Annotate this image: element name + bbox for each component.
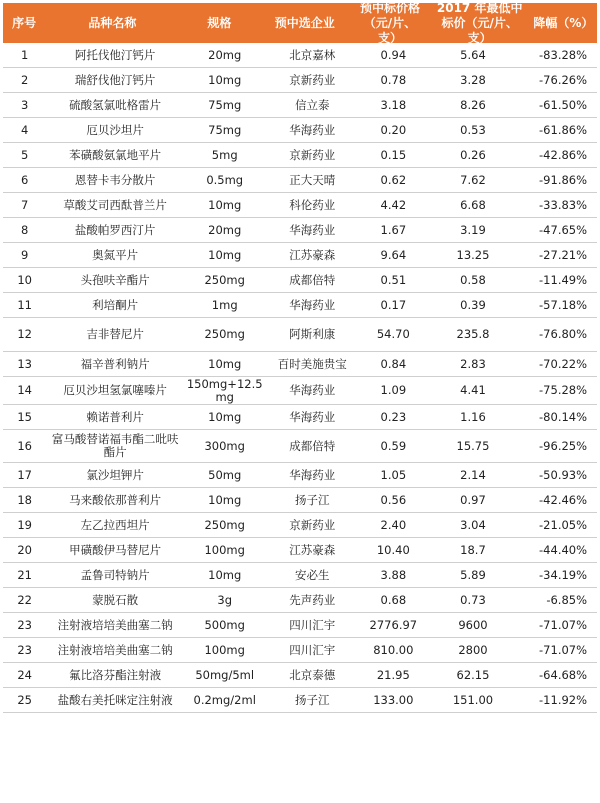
row-company: 京新药业 bbox=[289, 517, 336, 532]
row-min-2017: 235.8 bbox=[456, 327, 490, 341]
row-company: 江苏豪森 bbox=[289, 247, 336, 262]
row-min-2017: 0.53 bbox=[460, 122, 486, 137]
row-company: 成都倍特 bbox=[289, 272, 336, 287]
row-min-2017: 151.00 bbox=[452, 692, 494, 707]
row-drop: -6.85% bbox=[546, 592, 588, 607]
row-name: 吉非替尼片 bbox=[86, 327, 144, 341]
row-min-2017: 3.04 bbox=[460, 517, 486, 532]
row-min-2017: 18.7 bbox=[460, 542, 486, 557]
table-row bbox=[3, 463, 597, 488]
row-name: 注射液培培美曲塞二钠 bbox=[57, 642, 173, 657]
row-min-2017: 6.68 bbox=[460, 197, 486, 212]
table-row bbox=[3, 538, 597, 563]
row-bid-price: 0.15 bbox=[380, 147, 407, 162]
row-bid-price: 1.05 bbox=[380, 467, 407, 482]
row-index: 10 bbox=[17, 272, 32, 287]
header-company: 预中选企业 bbox=[274, 15, 335, 30]
row-bid-price: 0.78 bbox=[380, 72, 407, 87]
row-spec: 10mg bbox=[208, 72, 242, 87]
row-name: 氯沙坦钾片 bbox=[86, 467, 144, 482]
row-drop: -80.14% bbox=[539, 409, 588, 424]
table-row bbox=[3, 93, 597, 118]
row-company: 华海药业 bbox=[289, 409, 336, 424]
row-spec: 100mg bbox=[204, 642, 245, 657]
row-min-2017: 4.41 bbox=[460, 383, 486, 397]
row-company: 江苏豪森 bbox=[289, 542, 336, 557]
header-drop: 降幅（%） bbox=[533, 15, 594, 30]
row-index: 2 bbox=[20, 72, 29, 87]
row-spec: 10mg bbox=[208, 247, 242, 262]
row-spec: 1mg bbox=[211, 297, 238, 312]
row-index: 16 bbox=[17, 438, 32, 453]
row-index: 19 bbox=[17, 517, 32, 532]
row-bid-price: 133.00 bbox=[373, 692, 414, 707]
row-company: 阿斯利康 bbox=[289, 327, 336, 341]
row-drop: -61.86% bbox=[539, 122, 588, 137]
row-company: 安必生 bbox=[294, 567, 330, 582]
row-company: 四川汇宇 bbox=[289, 617, 336, 632]
row-spec: 50mg bbox=[208, 467, 242, 482]
table-row bbox=[3, 688, 597, 713]
row-name: 注射液培培美曲塞二钠 bbox=[57, 617, 173, 632]
row-index: 15 bbox=[17, 409, 32, 424]
row-bid-price: 21.95 bbox=[376, 667, 410, 682]
row-drop: -11.49% bbox=[539, 272, 588, 287]
row-min-2017: 15.75 bbox=[456, 438, 490, 453]
table-row bbox=[3, 663, 597, 688]
row-bid-price: 0.56 bbox=[380, 492, 407, 507]
table-row bbox=[3, 218, 597, 243]
row-min-2017: 9600 bbox=[458, 617, 488, 632]
row-drop: -44.40% bbox=[539, 542, 588, 557]
row-index: 7 bbox=[20, 197, 29, 212]
row-min-2017: 2800 bbox=[458, 642, 488, 657]
table-row bbox=[3, 68, 597, 93]
row-drop: -47.65% bbox=[539, 222, 588, 237]
row-min-2017: 3.19 bbox=[460, 222, 486, 237]
row-company: 华海药业 bbox=[289, 222, 336, 237]
row-spec: 250mg bbox=[204, 272, 245, 287]
row-company: 正大天晴 bbox=[289, 172, 336, 187]
row-bid-price: 1.09 bbox=[380, 383, 407, 397]
row-index: 20 bbox=[17, 542, 32, 557]
table-row bbox=[3, 563, 597, 588]
row-min-2017: 1.16 bbox=[460, 409, 486, 424]
row-drop: -11.92% bbox=[539, 692, 588, 707]
row-bid-price: 0.51 bbox=[380, 272, 407, 287]
row-name: 恩替卡韦分散片 bbox=[74, 172, 156, 187]
row-index: 9 bbox=[20, 247, 29, 262]
row-company: 先声药业 bbox=[289, 592, 336, 607]
row-name: 赖诺普利片 bbox=[86, 409, 144, 424]
row-drop: -57.18% bbox=[539, 297, 588, 312]
row-drop: -42.46% bbox=[539, 492, 588, 507]
row-index: 8 bbox=[20, 222, 29, 237]
row-bid-price: 0.59 bbox=[380, 438, 407, 453]
table-row bbox=[3, 488, 597, 513]
row-drop: -61.50% bbox=[539, 97, 588, 112]
table-row bbox=[3, 613, 597, 638]
table-row bbox=[3, 377, 597, 405]
row-name: 草酸艾司西酞普兰片 bbox=[63, 197, 167, 212]
row-drop: -76.26% bbox=[539, 72, 588, 87]
header-min-2017: 2017 年最低中标价（元/片、支） bbox=[436, 0, 523, 45]
header-name: 品种名称 bbox=[88, 15, 137, 30]
row-name: 甲磺酸伊马替尼片 bbox=[69, 542, 162, 557]
row-bid-price: 0.68 bbox=[380, 592, 407, 607]
row-company: 华海药业 bbox=[289, 467, 336, 482]
row-index: 17 bbox=[17, 467, 32, 482]
row-drop: -76.80% bbox=[539, 327, 588, 341]
table-row bbox=[3, 193, 597, 218]
table-row bbox=[3, 293, 597, 318]
row-min-2017: 7.62 bbox=[460, 172, 486, 187]
row-bid-price: 0.84 bbox=[380, 356, 407, 371]
row-min-2017: 2.14 bbox=[460, 467, 486, 482]
row-drop: -71.07% bbox=[539, 642, 588, 657]
row-drop: -83.28% bbox=[539, 47, 588, 62]
row-company: 华海药业 bbox=[289, 383, 336, 397]
row-spec: 10mg bbox=[208, 356, 242, 371]
row-spec: 3g bbox=[217, 592, 233, 607]
row-name: 氟比洛芬酯注射液 bbox=[69, 667, 162, 682]
row-spec: 10mg bbox=[208, 492, 242, 507]
row-index: 11 bbox=[17, 297, 32, 312]
row-spec: 50mg/5ml bbox=[195, 667, 255, 682]
row-company: 北京嘉林 bbox=[289, 47, 336, 62]
row-name: 硫酸氢氯吡格雷片 bbox=[69, 97, 162, 112]
row-min-2017: 0.39 bbox=[460, 297, 486, 312]
row-bid-price: 0.62 bbox=[380, 172, 407, 187]
row-index: 6 bbox=[20, 172, 29, 187]
row-index: 24 bbox=[17, 667, 32, 682]
row-company: 北京泰德 bbox=[289, 667, 336, 682]
table-row bbox=[3, 352, 597, 377]
row-index: 18 bbox=[17, 492, 32, 507]
row-spec: 75mg bbox=[208, 122, 242, 137]
row-index: 23 bbox=[17, 617, 32, 632]
table-row bbox=[3, 118, 597, 143]
table-row bbox=[3, 243, 597, 268]
row-company: 扬子江 bbox=[294, 692, 330, 707]
row-min-2017: 3.28 bbox=[460, 72, 486, 87]
row-index: 1 bbox=[20, 47, 29, 62]
row-bid-price: 3.18 bbox=[380, 97, 407, 112]
row-index: 25 bbox=[17, 692, 32, 707]
row-min-2017: 0.26 bbox=[460, 147, 486, 162]
row-company: 京新药业 bbox=[289, 147, 336, 162]
row-index: 4 bbox=[20, 122, 29, 137]
row-min-2017: 5.64 bbox=[460, 47, 486, 62]
header-index: 序号 bbox=[12, 15, 37, 30]
row-name: 福辛普利钠片 bbox=[80, 356, 150, 371]
row-name: 奥氮平片 bbox=[92, 247, 139, 262]
row-drop: -96.25% bbox=[539, 438, 588, 453]
row-bid-price: 2776.97 bbox=[369, 617, 418, 632]
row-spec: 20mg bbox=[208, 47, 242, 62]
row-bid-price: 9.64 bbox=[380, 247, 407, 262]
row-drop: -42.86% bbox=[539, 147, 588, 162]
row-name: 盐酸帕罗西汀片 bbox=[74, 222, 156, 237]
row-name: 蒙脱石散 bbox=[92, 592, 139, 607]
row-name: 厄贝沙坦片 bbox=[86, 122, 144, 137]
row-min-2017: 62.15 bbox=[456, 667, 490, 682]
row-min-2017: 0.97 bbox=[460, 492, 486, 507]
row-index: 21 bbox=[17, 567, 32, 582]
row-bid-price: 4.42 bbox=[380, 197, 407, 212]
row-company: 华海药业 bbox=[289, 297, 336, 312]
row-min-2017: 5.89 bbox=[460, 567, 486, 582]
row-drop: -27.21% bbox=[539, 247, 588, 262]
row-name: 盐酸右美托咪定注射液 bbox=[57, 692, 173, 707]
row-index: 5 bbox=[20, 147, 29, 162]
row-bid-price: 10.40 bbox=[376, 542, 410, 557]
row-min-2017: 0.58 bbox=[460, 272, 486, 287]
row-company: 扬子江 bbox=[294, 492, 330, 507]
row-spec: 20mg bbox=[208, 222, 242, 237]
row-spec: 300mg bbox=[204, 438, 245, 453]
table-row bbox=[3, 318, 597, 352]
row-drop: -50.93% bbox=[539, 467, 588, 482]
row-drop: -71.07% bbox=[539, 617, 588, 632]
table-row bbox=[3, 430, 597, 463]
table-row bbox=[3, 43, 597, 68]
row-spec: 10mg bbox=[208, 409, 242, 424]
row-name: 瑞舒伐他汀钙片 bbox=[74, 72, 156, 87]
row-bid-price: 54.70 bbox=[376, 327, 410, 341]
row-name: 利培酮片 bbox=[92, 297, 139, 312]
row-bid-price: 2.40 bbox=[380, 517, 407, 532]
row-bid-price: 0.94 bbox=[380, 47, 407, 62]
row-name: 马来酸依那普利片 bbox=[69, 492, 162, 507]
row-index: 12 bbox=[17, 327, 32, 341]
row-spec: 0.2mg/2ml bbox=[193, 692, 256, 707]
row-index: 23 bbox=[17, 642, 32, 657]
row-drop: -21.05% bbox=[539, 517, 588, 532]
table-row bbox=[3, 638, 597, 663]
row-spec: 75mg bbox=[208, 97, 242, 112]
row-company: 信立泰 bbox=[294, 97, 330, 112]
row-spec: 150mg+12.5 mg bbox=[186, 376, 263, 404]
row-bid-price: 1.67 bbox=[380, 222, 407, 237]
table-row bbox=[3, 405, 597, 430]
row-drop: -70.22% bbox=[539, 356, 588, 371]
table-row bbox=[3, 143, 597, 168]
table-body bbox=[3, 43, 597, 713]
row-drop: -33.83% bbox=[539, 197, 588, 212]
table-row bbox=[3, 588, 597, 613]
row-min-2017: 0.73 bbox=[460, 592, 486, 607]
row-name: 富马酸替诺福韦酯二吡呋酯片 bbox=[51, 432, 179, 459]
row-company: 百时美施贵宝 bbox=[277, 356, 347, 371]
table-row bbox=[3, 168, 597, 193]
row-bid-price: 0.17 bbox=[380, 297, 407, 312]
row-index: 13 bbox=[17, 356, 32, 371]
table-row bbox=[3, 268, 597, 293]
row-name: 苯磺酸氨氯地平片 bbox=[69, 147, 162, 162]
row-spec: 10mg bbox=[208, 197, 242, 212]
row-drop: -34.19% bbox=[539, 567, 588, 582]
row-min-2017: 8.26 bbox=[460, 97, 486, 112]
row-name: 厄贝沙坦氢氯噻嗪片 bbox=[63, 383, 167, 397]
row-company: 四川汇宇 bbox=[289, 642, 336, 657]
row-company: 京新药业 bbox=[289, 72, 336, 87]
row-name: 左乙拉西坦片 bbox=[80, 517, 150, 532]
row-drop: -91.86% bbox=[539, 172, 588, 187]
row-spec: 100mg bbox=[204, 542, 245, 557]
table-row bbox=[3, 513, 597, 538]
row-name: 阿托伐他汀钙片 bbox=[74, 47, 156, 62]
row-min-2017: 13.25 bbox=[456, 247, 490, 262]
header-spec: 规格 bbox=[207, 15, 232, 30]
row-spec: 10mg bbox=[208, 567, 242, 582]
row-company: 科伦药业 bbox=[289, 197, 336, 212]
row-drop: -75.28% bbox=[539, 383, 588, 397]
row-bid-price: 810.00 bbox=[373, 642, 414, 657]
row-bid-price: 3.88 bbox=[380, 567, 407, 582]
row-index: 14 bbox=[17, 383, 32, 397]
row-spec: 250mg bbox=[204, 327, 245, 341]
row-bid-price: 0.23 bbox=[380, 409, 407, 424]
row-drop: -64.68% bbox=[539, 667, 588, 682]
row-company: 成都倍特 bbox=[289, 438, 336, 453]
row-name: 孟鲁司特钠片 bbox=[80, 567, 150, 582]
header-bid-price: 预中标价格（元/片、支） bbox=[359, 0, 420, 45]
row-index: 22 bbox=[17, 592, 32, 607]
row-bid-price: 0.20 bbox=[380, 122, 407, 137]
row-company: 华海药业 bbox=[289, 122, 336, 137]
row-name: 头孢呋辛酯片 bbox=[80, 272, 150, 287]
row-spec: 5mg bbox=[211, 147, 238, 162]
row-min-2017: 2.83 bbox=[460, 356, 486, 371]
row-spec: 0.5mg bbox=[206, 172, 244, 187]
row-spec: 500mg bbox=[204, 617, 245, 632]
row-spec: 250mg bbox=[204, 517, 245, 532]
row-index: 3 bbox=[20, 97, 29, 112]
table-header bbox=[3, 0, 597, 45]
